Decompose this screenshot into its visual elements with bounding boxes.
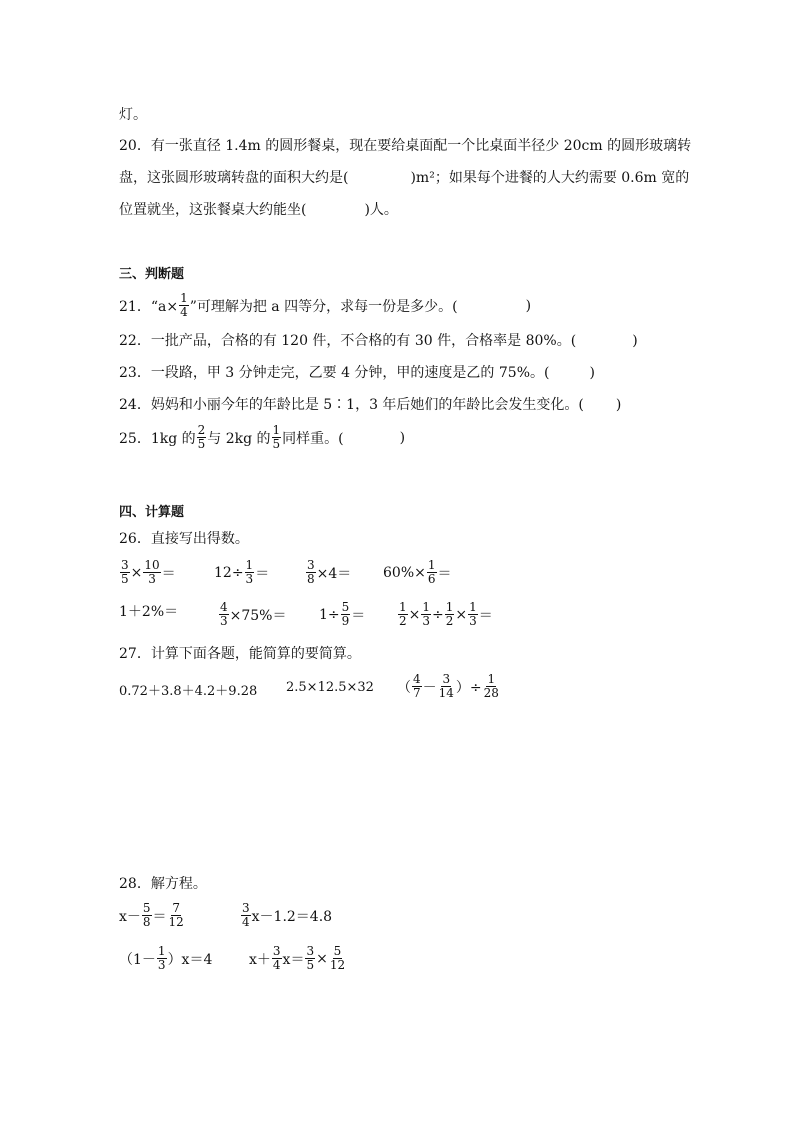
fraction [483,673,500,700]
expression-part: － [422,679,437,696]
denominator: 8 [307,572,315,586]
numerator: 4 [220,600,228,614]
numerator: 5 [341,600,350,614]
q26-r2-e3 [319,601,365,628]
fraction [427,559,437,586]
expression-part: （ [397,679,411,696]
q24-close: ) [615,397,622,413]
q25-text-b: 与 2kg 的 [207,430,271,447]
q20-line3-b: )人。 [364,202,398,218]
fraction [120,559,130,586]
q27-e3 [397,673,501,700]
q27-e1: 0.72＋3.8＋4.2＋9.28 [119,684,258,699]
q23 [119,364,595,382]
q28-e3 [119,945,212,972]
numerator: 1 [157,944,166,958]
numerator: 1 [445,600,454,614]
section-title-calculation: 四、计算题 [119,505,185,520]
q20-line1: 20．有一张直径 1.4m 的圆形餐桌，现在要给桌面配一个比桌面半径少 20cm 的圆形玻璃转 [119,138,692,154]
fraction [272,424,282,451]
numerator: 1 [245,558,254,572]
expression-part: ＝ [152,908,167,925]
expression-part: ×4＝ [316,565,352,582]
numerator: 1 [469,600,477,614]
expression-part: x－ [119,908,141,925]
q22-text: 22．一批产品，合格的有 120 件，不合格的有 30 件，合格率是 80%。( [119,333,577,349]
numerator: 3 [121,558,129,572]
expression-part: 1＋2%＝ [119,604,179,620]
numerator: 1 [422,600,431,614]
expression-part: ＝ [255,565,270,582]
denominator: 2 [445,614,454,628]
q24 [119,396,621,414]
numerator: 3 [242,901,250,915]
fraction [341,601,351,628]
denominator: 8 [142,915,151,929]
fraction [241,902,251,929]
q23-text: 23．一段路，甲 3 分钟走完，乙要 4 分钟，甲的速度是乙的 75%。( [119,365,550,381]
q27-e2: 2.5×12.5×32 [286,680,374,695]
denominator: 14 [438,686,454,700]
q28-e2 [240,902,332,929]
q28-e4 [249,945,347,972]
q22 [119,332,638,350]
q26-prompt: 26．直接写出得数。 [119,531,249,547]
denominator: 6 [427,572,436,586]
expression-part: x＋ [249,951,271,968]
fraction [306,559,316,586]
numerator: 10 [144,558,160,572]
denominator: 4 [272,958,281,972]
q26-r2-e4 [397,601,493,628]
fraction [219,601,229,628]
numerator: 2 [197,423,206,437]
fraction [197,424,207,451]
q25-text-c: 同样重。( [282,430,344,447]
fraction [398,601,408,628]
numerator: 1 [487,672,496,686]
q22-close: ) [632,333,638,349]
fraction [245,559,255,586]
numerator: 1 [399,600,407,614]
denominator: 3 [220,614,228,628]
numerator: 4 [413,672,421,686]
expression-part: × [316,950,328,967]
denominator: 3 [148,572,156,586]
q26-r2-e2 [218,601,287,628]
numerator: 3 [272,944,281,958]
q27-prompt: 27．计算下面各题，能简算的要简算。 [119,646,361,662]
expression-part: ÷ [432,606,444,623]
q21 [119,292,531,319]
q21-close: ) [525,297,532,314]
denominator: 12 [168,915,184,929]
fraction [329,945,346,972]
denominator: 12 [329,958,346,972]
expression-part: ＝ [437,565,452,582]
expression-part: × [455,606,468,623]
denominator: 3 [245,572,254,586]
numerator: 1 [427,558,436,572]
expression-part: （1－ [119,951,156,968]
fraction [468,601,478,628]
fraction [179,292,189,319]
expression-part: ）x＝4 [167,951,213,968]
numerator: 1 [180,291,188,305]
q20-line3 [119,201,398,219]
q25 [119,424,405,451]
fraction [168,902,185,929]
denominator: 3 [469,614,477,628]
q26-r1-e4 [383,559,452,586]
numerator: 7 [172,901,180,915]
denominator: 2 [399,614,407,628]
numerator: 3 [307,558,315,572]
q26-r1-e1 [119,559,176,586]
expression-part: x－1.2＝4.8 [251,908,333,925]
q19-tail: 灯。 [119,107,147,123]
q20-line2-a: 盘，这张圆形玻璃转盘的面积大约是( [119,170,349,186]
denominator: 4 [180,305,188,319]
q20-line2-b: )m²；如果每个进餐的人大约需要 0.6m 宽的 [410,170,690,186]
expression-part: ）÷ [455,679,482,696]
q20-line3-a: 位置就坐，这张餐桌大约能坐( [119,202,307,218]
expression-part: × [408,606,421,623]
denominator: 5 [197,437,206,451]
expression-part: ×75%＝ [229,607,287,624]
denominator: 5 [121,572,129,586]
q24-text: 24．妈妈和小丽今年的年龄比是 5∶1，3 年后她们的年龄比会发生变化。( [119,397,584,413]
q21-text-a: 21．“a× [119,298,179,315]
numerator: 5 [333,944,342,958]
fraction [305,945,315,972]
denominator: 5 [272,437,281,451]
denominator: 7 [413,686,421,700]
q25-text-a: 25．1kg 的 [119,430,196,447]
expression-part: 1÷ [319,606,340,623]
q28-prompt: 28．解方程。 [119,876,207,892]
expression-part: 12÷ [214,564,244,581]
q26-r1-e3 [305,559,351,586]
q28-e1 [119,902,186,929]
q20-line2 [119,169,689,187]
denominator: 4 [242,915,250,929]
fraction [421,601,431,628]
fraction [445,601,455,628]
fraction [143,559,160,586]
expression-part: x＝ [282,951,305,968]
fraction [272,945,282,972]
denominator: 5 [306,958,315,972]
numerator: 1 [272,423,281,437]
expression-part: 60%× [383,564,426,581]
expression-part: × [130,564,143,581]
fraction [142,902,152,929]
numerator: 5 [142,901,151,915]
q26-r1-e2 [214,559,269,586]
q26-r2-e1 [119,601,178,621]
numerator: 3 [306,944,315,958]
expression-part: ＝ [351,607,366,624]
q25-close: ) [399,429,406,446]
denominator: 3 [157,958,166,972]
fraction [157,945,167,972]
fraction [412,673,422,700]
expression-part: ＝ [478,607,493,624]
numerator: 3 [442,672,451,686]
expression-part: ＝ [161,565,176,582]
denominator: 9 [341,614,350,628]
q23-close: ) [589,365,595,381]
denominator: 3 [422,614,431,628]
fraction [438,673,455,700]
section-title-judgment: 三、判断题 [119,267,185,282]
denominator: 28 [483,686,499,700]
q21-text-b: ”可理解为把 a 四等分，求每一份是多少。( [189,298,458,315]
